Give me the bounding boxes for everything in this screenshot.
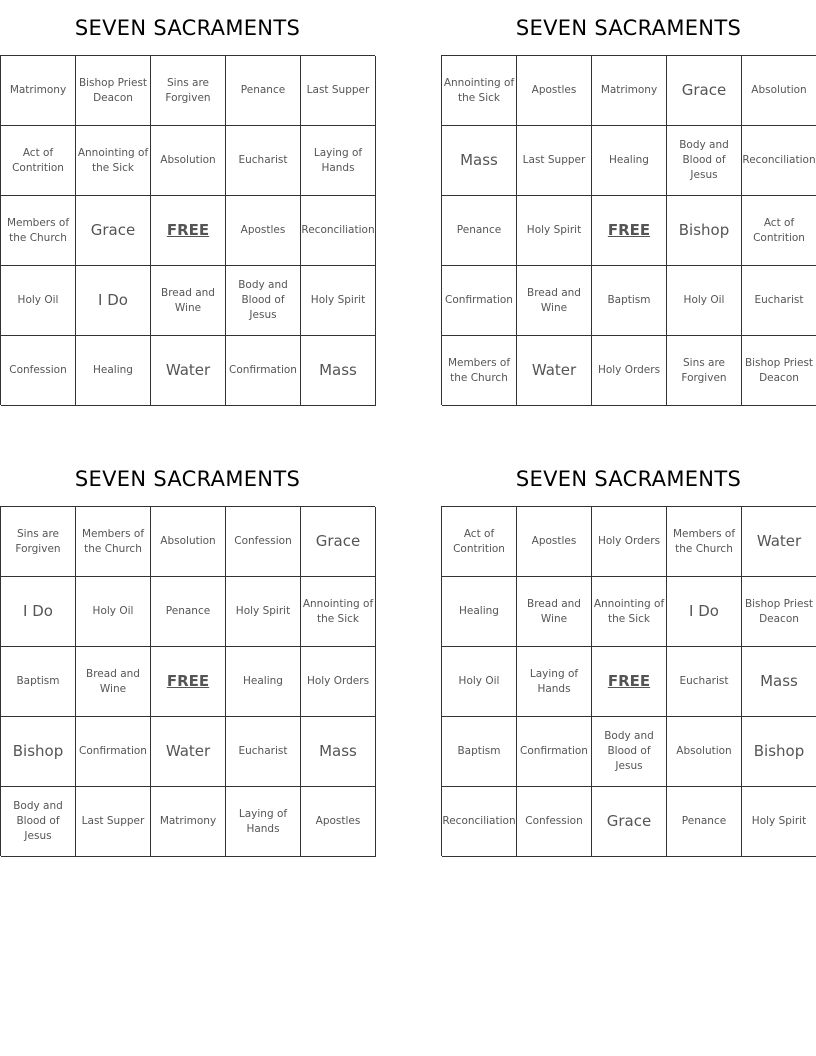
bingo-cell: Penance bbox=[442, 196, 517, 266]
bingo-cell: Baptism bbox=[442, 717, 517, 787]
bingo-cell: Penance bbox=[226, 56, 301, 126]
bingo-cell: Bread and Wine bbox=[517, 266, 592, 336]
bingo-cell: Confession bbox=[517, 787, 592, 857]
card-title: SEVEN SACRAMENTS bbox=[74, 466, 301, 491]
bingo-cell: Penance bbox=[151, 577, 226, 647]
bingo-cell: Confession bbox=[1, 336, 76, 406]
bingo-cell: Last Supper bbox=[301, 56, 376, 126]
bingo-cell: Laying of Hands bbox=[301, 126, 376, 196]
bingo-cell: Bishop bbox=[742, 717, 816, 787]
bingo-cell: Penance bbox=[667, 787, 742, 857]
bingo-cell: Water bbox=[517, 336, 592, 406]
bingo-cell: Bread and Wine bbox=[517, 577, 592, 647]
bingo-cell: Healing bbox=[226, 647, 301, 717]
bingo-cell: Laying of Hands bbox=[517, 647, 592, 717]
bingo-cell: Matrimony bbox=[592, 56, 667, 126]
bingo-cell: Grace bbox=[301, 507, 376, 577]
bingo-cell: Act of Contrition bbox=[1, 126, 76, 196]
bingo-cell: Sins are Forgiven bbox=[667, 336, 742, 406]
bingo-cell: Holy Orders bbox=[592, 336, 667, 406]
bingo-grid bbox=[0, 506, 375, 856]
bingo-cell: Apostles bbox=[517, 507, 592, 577]
bingo-grid bbox=[441, 506, 816, 856]
bingo-cell: Baptism bbox=[1, 647, 76, 717]
bingo-cell: Mass bbox=[301, 717, 376, 787]
bingo-cell: Matrimony bbox=[1, 56, 76, 126]
bingo-cell: Body and Blood of Jesus bbox=[667, 126, 742, 196]
bingo-cell: Absolution bbox=[151, 507, 226, 577]
bingo-card-2 bbox=[441, 0, 816, 405]
bingo-cell: Sins are Forgiven bbox=[1, 507, 76, 577]
bingo-cell: Mass bbox=[742, 647, 816, 717]
bingo-cell: Bishop bbox=[667, 196, 742, 266]
bingo-cell: FREE bbox=[151, 647, 226, 717]
bingo-cell: Baptism bbox=[592, 266, 667, 336]
bingo-cell: Bishop Priest Deacon bbox=[742, 336, 816, 406]
bingo-cell: Bread and Wine bbox=[151, 266, 226, 336]
bingo-cell: Members of the Church bbox=[1, 196, 76, 266]
bingo-cell: Eucharist bbox=[742, 266, 816, 336]
bingo-cell: Grace bbox=[76, 196, 151, 266]
bingo-cell: Grace bbox=[592, 787, 667, 857]
bingo-cell: I Do bbox=[667, 577, 742, 647]
bingo-cell: Holy Spirit bbox=[742, 787, 816, 857]
bingo-cell: FREE bbox=[592, 647, 667, 717]
card-title: SEVEN SACRAMENTS bbox=[515, 466, 742, 491]
bingo-cell: Bishop Priest Deacon bbox=[76, 56, 151, 126]
bingo-cell: Absolution bbox=[667, 717, 742, 787]
bingo-cell: Holy Oil bbox=[76, 577, 151, 647]
bingo-cell: Sins are Forgiven bbox=[151, 56, 226, 126]
bingo-cell: Water bbox=[742, 507, 816, 577]
bingo-cell: Eucharist bbox=[226, 717, 301, 787]
bingo-cell: Healing bbox=[592, 126, 667, 196]
bingo-cell: Last Supper bbox=[76, 787, 151, 857]
bingo-cell: Holy Oil bbox=[442, 647, 517, 717]
bingo-cell: Body and Blood of Jesus bbox=[226, 266, 301, 336]
bingo-cell: Reconciliation bbox=[442, 787, 517, 857]
bingo-card-4 bbox=[441, 451, 816, 856]
bingo-cell: Healing bbox=[76, 336, 151, 406]
bingo-cell: Holy Spirit bbox=[301, 266, 376, 336]
bingo-cell: Mass bbox=[442, 126, 517, 196]
bingo-cell: Apostles bbox=[226, 196, 301, 266]
bingo-cell: Holy Orders bbox=[301, 647, 376, 717]
bingo-cell: Holy Oil bbox=[1, 266, 76, 336]
bingo-cell: Annointing of the Sick bbox=[76, 126, 151, 196]
card-title: SEVEN SACRAMENTS bbox=[74, 15, 301, 40]
bingo-card-3 bbox=[0, 451, 375, 856]
bingo-cell: Act of Contrition bbox=[442, 507, 517, 577]
bingo-cell: Annointing of the Sick bbox=[301, 577, 376, 647]
bingo-cell: Body and Blood of Jesus bbox=[1, 787, 76, 857]
bingo-cell: Eucharist bbox=[667, 647, 742, 717]
bingo-cell: Last Supper bbox=[517, 126, 592, 196]
bingo-cell: Apostles bbox=[517, 56, 592, 126]
bingo-cell: Grace bbox=[667, 56, 742, 126]
bingo-cell: Confession bbox=[226, 507, 301, 577]
bingo-cell: Confirmation bbox=[442, 266, 517, 336]
bingo-cell: Matrimony bbox=[151, 787, 226, 857]
bingo-cell: Annointing of the Sick bbox=[442, 56, 517, 126]
bingo-cell: Holy Spirit bbox=[226, 577, 301, 647]
card-title: SEVEN SACRAMENTS bbox=[515, 15, 742, 40]
bingo-cell: Holy Oil bbox=[667, 266, 742, 336]
bingo-cell: Annointing of the Sick bbox=[592, 577, 667, 647]
bingo-cell: Members of the Church bbox=[442, 336, 517, 406]
bingo-cell: Holy Spirit bbox=[517, 196, 592, 266]
bingo-cell: Reconciliation bbox=[742, 126, 816, 196]
bingo-cell: Absolution bbox=[742, 56, 816, 126]
bingo-cell: Members of the Church bbox=[76, 507, 151, 577]
bingo-cell: Holy Orders bbox=[592, 507, 667, 577]
bingo-cell: Laying of Hands bbox=[226, 787, 301, 857]
bingo-cell: Water bbox=[151, 336, 226, 406]
bingo-cell: Bread and Wine bbox=[76, 647, 151, 717]
bingo-cell: Healing bbox=[442, 577, 517, 647]
bingo-cell: Absolution bbox=[151, 126, 226, 196]
bingo-cell: Mass bbox=[301, 336, 376, 406]
bingo-cell: Act of Contrition bbox=[742, 196, 816, 266]
bingo-cell: Water bbox=[151, 717, 226, 787]
bingo-cell: Bishop bbox=[1, 717, 76, 787]
bingo-cell: Confirmation bbox=[226, 336, 301, 406]
bingo-cell: I Do bbox=[76, 266, 151, 336]
bingo-cell: Confirmation bbox=[517, 717, 592, 787]
bingo-card-1 bbox=[0, 0, 375, 405]
bingo-cell: I Do bbox=[1, 577, 76, 647]
bingo-cell: Apostles bbox=[301, 787, 376, 857]
bingo-cell: FREE bbox=[151, 196, 226, 266]
bingo-cell: FREE bbox=[592, 196, 667, 266]
bingo-grid bbox=[0, 55, 375, 405]
bingo-cell: Confirmation bbox=[76, 717, 151, 787]
bingo-grid bbox=[441, 55, 816, 405]
bingo-cell: Reconciliation bbox=[301, 196, 376, 266]
bingo-cell: Members of the Church bbox=[667, 507, 742, 577]
bingo-cell: Body and Blood of Jesus bbox=[592, 717, 667, 787]
bingo-cell: Eucharist bbox=[226, 126, 301, 196]
bingo-cell: Bishop Priest Deacon bbox=[742, 577, 816, 647]
